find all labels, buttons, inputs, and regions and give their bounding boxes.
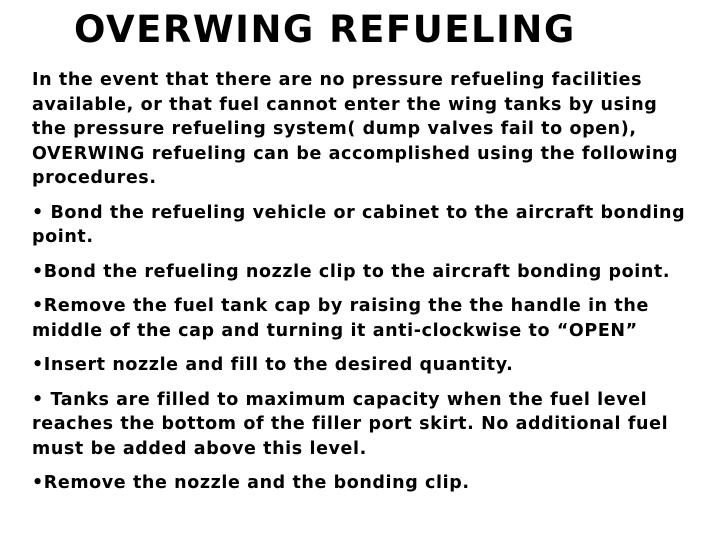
intro-paragraph bbox=[32, 68, 724, 191]
step-remove-nozzle bbox=[32, 471, 724, 496]
intro-line: the pressure refueling system( dump valves fail to open), bbox=[32, 119, 637, 139]
intro-line: procedures. bbox=[32, 168, 157, 188]
step-line: •Remove the nozzle and the bonding clip. bbox=[32, 473, 470, 493]
step-bond-vehicle bbox=[32, 201, 724, 250]
step-line: • Bond the refueling vehicle or cabinet to the aircraft bonding bbox=[32, 202, 686, 223]
intro-line: available, or that fuel cannot enter the wing tanks by using bbox=[32, 94, 658, 115]
step-line: •Remove the fuel tank cap by raising the the handle in the bbox=[32, 296, 649, 316]
step-line: middle of the cap and turning it anti-clockwise to “OPEN” bbox=[32, 320, 638, 341]
step-line: •Bond the refueling nozzle clip to the aircraft bonding point. bbox=[32, 261, 671, 282]
step-insert-nozzle bbox=[32, 353, 724, 378]
slide-title: OVERWING REFUELING bbox=[74, 8, 576, 51]
step-tank-capacity bbox=[32, 388, 724, 462]
step-line: point. bbox=[32, 227, 94, 247]
intro-line: OVERWING refueling can be accomplished using the following bbox=[32, 143, 679, 164]
step-line: • Tanks are filled to maximum capacity when the fuel level bbox=[32, 389, 648, 410]
step-line: must be added above this level. bbox=[32, 438, 367, 459]
step-remove-cap bbox=[32, 294, 724, 343]
step-line: reaches the bottom of the filler port skirt. No additional fuel bbox=[32, 414, 669, 434]
step-bond-nozzle-clip bbox=[32, 260, 724, 285]
intro-line: In the event that there are no pressure refueling facilities bbox=[32, 70, 643, 90]
slide-body bbox=[32, 68, 724, 506]
step-line: •Insert nozzle and fill to the desired quantity. bbox=[32, 355, 514, 375]
